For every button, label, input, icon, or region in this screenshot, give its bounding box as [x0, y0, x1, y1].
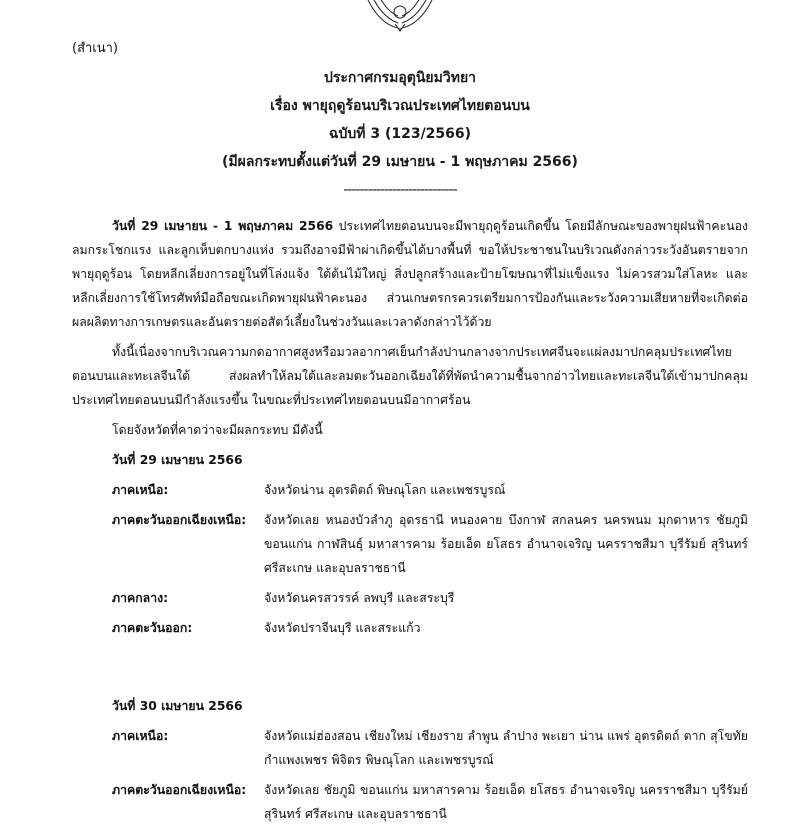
region-provinces: จังหวัดแม่ฮ่องสอน เชียงใหม่ เชียงราย ลำพูน ลำปาง พะเยา น่าน แพร่ อุตรดิตถ์ ตาก สุโขทัย กำแพงเพชร พิจิตร พิษณุโลก และเพชรบูรณ์: [264, 729, 748, 767]
separator-line: ----------------------------: [343, 182, 457, 198]
region-label: ภาคตะวันออกเฉียงเหนือ:: [112, 513, 247, 527]
region-provinces: จังหวัดเลย ชัยภูมิ ขอนแก่น มหาสารคาม ร้อยเอ็ด ยโสธร อำนาจเจริญ นครราชสีมา บุรีรัมย์ สุรินทร์ ศรีสะเกษ และอุบลราชธานี: [264, 783, 748, 821]
region-label: ภาคตะวันออกเฉียงเหนือ:: [112, 783, 247, 797]
region-label: ภาคตะวันออก:: [112, 621, 193, 635]
announcement-header: [0, 66, 800, 206]
issue-number: ฉบับที่ 3 (123/2566): [328, 126, 472, 142]
region-row: [112, 616, 748, 640]
subject-title: เรื่อง พายุฤดูร้อนบริเวณประเทศไทยตอนบน: [270, 98, 530, 114]
announcement-body: [72, 214, 748, 832]
copy-note: (สำเนา): [72, 41, 119, 56]
region-row: [112, 586, 748, 610]
region-row: [112, 508, 748, 580]
region-provinces: จังหวัดนครสวรรค์ ลพบุรี และสระบุรี: [264, 591, 455, 605]
region-row: [112, 778, 748, 826]
region-row: [112, 724, 748, 772]
region-label: ภาคกลาง:: [112, 591, 169, 605]
region-row: [112, 478, 748, 502]
region-label: ภาคเหนือ:: [112, 729, 169, 743]
paragraph-1: [72, 214, 748, 334]
garuda-emblem-icon: [360, 0, 440, 32]
day-title: วันที่ 29 เมษายน 2566: [112, 453, 243, 467]
effective-period: (มีผลกระทบตั้งแต่วันที่ 29 เมษายน - 1 พฤษภาคม 2566): [222, 154, 578, 170]
paragraph-1-text: ประเทศไทยตอนบนจะมีพายุฤดูร้อนเกิดขึ้น โดยมีลักษณะของพายุฝนฟ้าคะนอง ลมกระโชกแรง และลูกเห็บตกบางแห่ง รวมถึงอาจมีฟ้าผ่าเกิดขึ้นได้บางพื้นที่ ขอให้ประชาชนในบริเวณดังกล่าวระวังอันตรายจากพายุฤดูร้อน โดยหลีกเลี่ยงการอยู่ในที่โล่งแจ้ง ใต้ต้นไม้ใหญ่ สิ่งปลูกสร้างและป้ายโฆษณาที่ไม่แข็งแรง ไม่ควรสวมใส่โลหะ และหลีกเลี่ยงการใช้โทรศัพท์มือถือขณะเกิดพายุฝนฟ้าคะนอง ส่วนเกษตรกรควรเตรียมการป้องกันและระวังความเสียหายที่จะเกิดต่อผลผลิตทางการเกษตรและอันตรายต่อสัตว์เลี้ยงในช่วงวันและเวลาดังกล่าวไว้ด้วย: [72, 219, 748, 329]
issuer-title: ประกาศกรมอุตุนิยมวิทยา: [323, 70, 477, 86]
region-provinces: จังหวัดเลย หนองบัวลำภู อุดรธานี หนองคาย บึงกาฬ สกลนคร นครพนม มุกดาหาร ชัยภูมิ ขอนแก่น กาฬสินธุ์ มหาสารคาม ร้อยเอ็ด ยโสธร อำนาจเจริญ นครราชสีมา บุรีรัมย์ สุรินทร์ ศรีสะเกษ และอุบลราชธานี: [264, 513, 748, 575]
region-provinces: จังหวัดปราจีนบุรี และสระแก้ว: [264, 621, 421, 635]
paragraph-2: ทั้งนี้เนื่องจากบริเวณความกดอากาศสูงหรือมวลอากาศเย็นกำลังปานกลางจากประเทศจีนจะแผ่ลงมาปกคลุมประเทศไทยตอนบนและทะเลจีนใต้ ส่งผลทำให้ลมใต้และลมตะวันออกเฉียงใต้ที่พัดนำความชื้นจากอ่าวไทยและทะเลจีนใต้เข้ามาปกคลุมประเทศไทยตอนบนมีกำลังแรงขึ้น ในขณะที่ประเทศไทยตอนบนมีอากาศร้อน: [72, 345, 748, 407]
region-provinces: จังหวัดน่าน อุตรดิตถ์ พิษณุโลก และเพชรบูรณ์: [264, 483, 506, 497]
region-label: ภาคเหนือ:: [112, 483, 169, 497]
spacer: [72, 646, 748, 688]
affected-intro: โดยจังหวัดที่คาดว่าจะมีผลกระทบ มีดังนี้: [112, 423, 323, 437]
paragraph-1-lead: วันที่ 29 เมษายน - 1 พฤษภาคม 2566: [112, 219, 334, 233]
day-title: วันที่ 30 เมษายน 2566: [112, 699, 243, 713]
